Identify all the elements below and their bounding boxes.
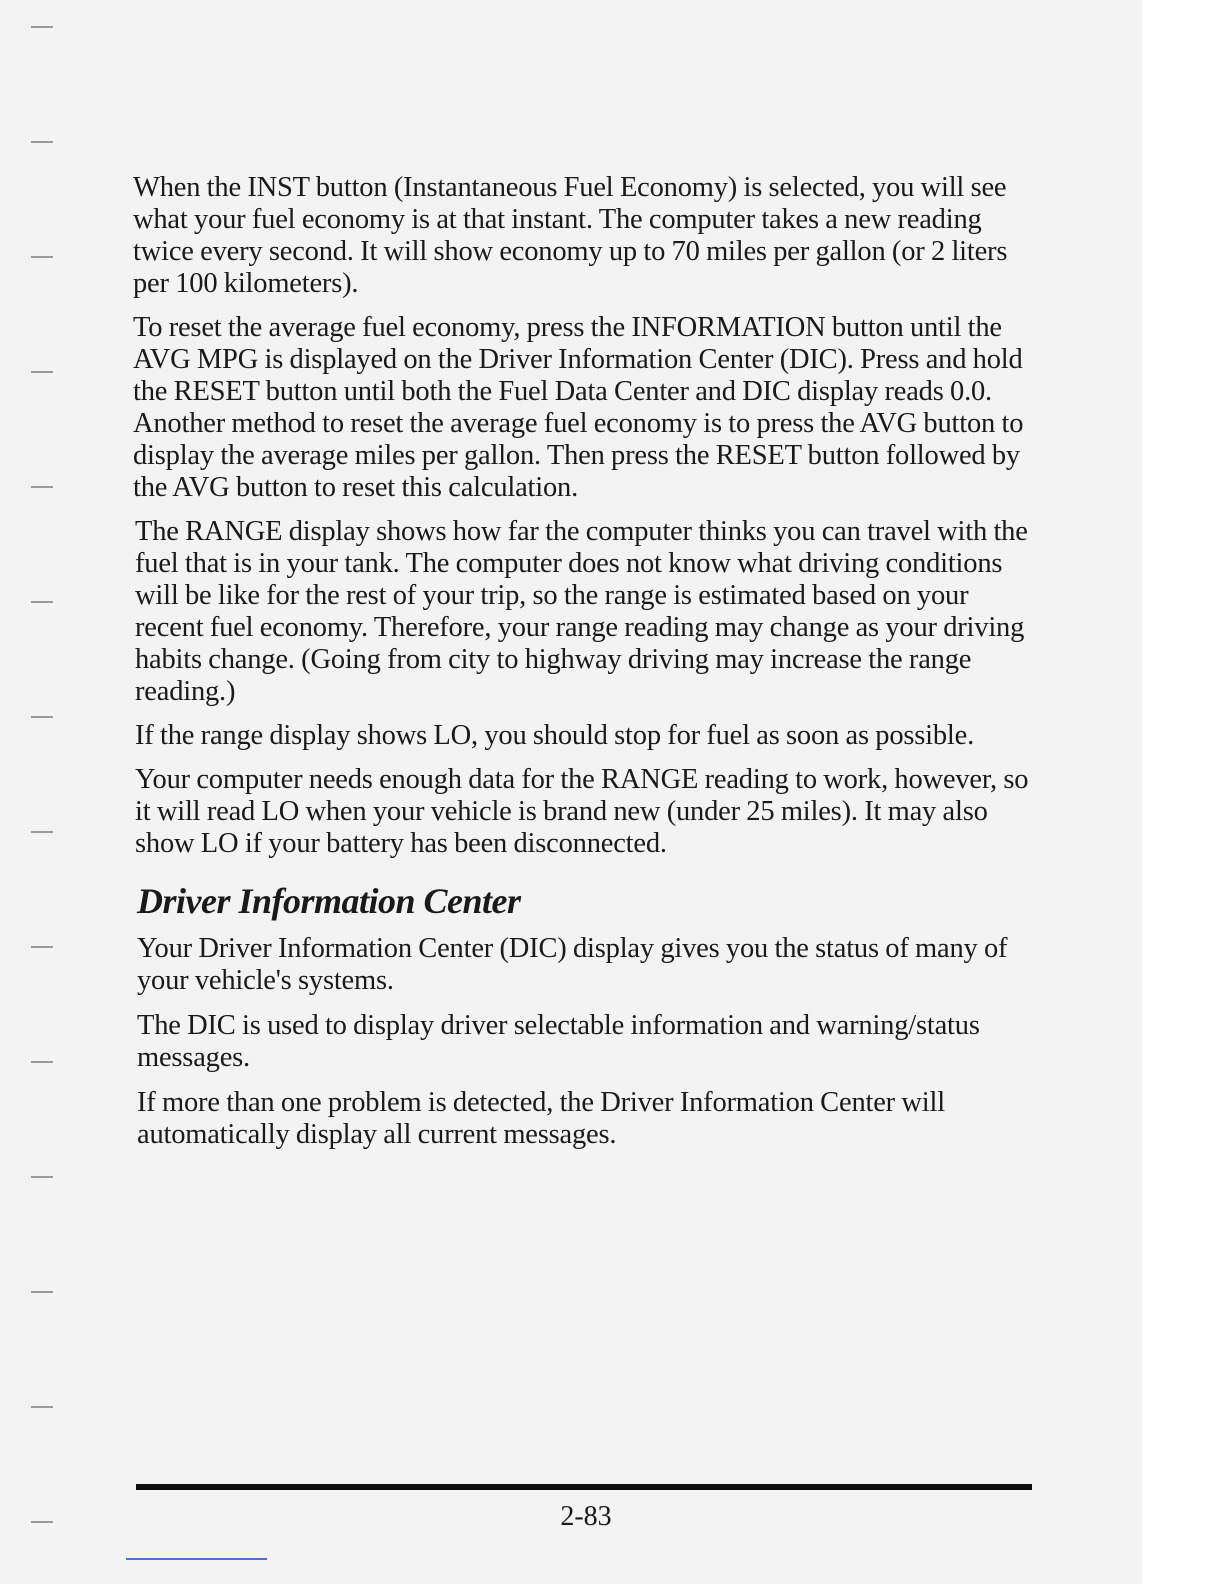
section-heading: Driver Information Center xyxy=(137,881,521,921)
margin-tick xyxy=(31,26,53,28)
paragraph-range-data: Your computer needs enough data for the RANGE reading to work, however, so it will read LO when your vehicle is brand new (under 25 miles). It may also show LO if your battery has been disconnected. xyxy=(135,764,1029,859)
paragraph-range-lo: If the range display shows LO, you should stop for fuel as soon as possible. xyxy=(135,720,975,751)
page-content xyxy=(133,172,1038,1151)
margin-tick xyxy=(31,1406,53,1408)
margin-tick xyxy=(31,1291,53,1293)
margin-tick xyxy=(31,601,53,603)
margin-tick xyxy=(31,141,53,143)
paragraph-inst-button: When the INST button (Instantaneous Fuel Economy) is selected, you will see what your fuel economy is at that instant. The computer takes a new reading twice every second. It will show economy up to 70 miles per gallon (or 2 liters per 100 kilometers). xyxy=(133,172,1008,299)
paragraph-dic-problems: If more than one problem is detected, the Driver Information Center will automatically display all current messages. xyxy=(137,1087,945,1150)
margin-tick xyxy=(31,371,53,373)
margin-tick xyxy=(31,946,53,948)
bottom-link-line xyxy=(126,1558,267,1560)
footer-rule xyxy=(136,1484,1032,1490)
paragraph-reset-average: To reset the average fuel economy, press the INFORMATION button until the AVG MPG is displayed on the Driver Information Center (DIC). Press and hold the RESET button until both the Fuel Data Center and DIC display reads 0.0. Another method to reset the average fuel economy is to press the AVG button to display the average miles per gallon. Then press the RESET button followed by the AVG button to reset this calculation. xyxy=(133,312,1024,503)
margin-tick xyxy=(31,716,53,718)
paragraph-dic-usage: The DIC is used to display driver selectable information and warning/status messages. xyxy=(137,1010,980,1073)
margin-tick xyxy=(31,1061,53,1063)
margin-tick xyxy=(31,831,53,833)
margin-tick xyxy=(31,1176,53,1178)
paragraph-range-display: The RANGE display shows how far the computer thinks you can travel with the fuel that is in your tank. The computer does not know what driving conditions will be like for the rest of your trip, so the range is estimated based on your recent fuel economy. Therefore, your range reading may change as your driving habits change. (Going from city to highway driving may increase the range reading.) xyxy=(135,516,1028,707)
margin-tick xyxy=(31,486,53,488)
margin-tick xyxy=(31,256,53,258)
margin-tick xyxy=(31,1521,53,1523)
paragraph-dic-status: Your Driver Information Center (DIC) display gives you the status of many of your vehicle's systems. xyxy=(137,933,1008,996)
page-number: 2-83 xyxy=(560,1501,612,1532)
